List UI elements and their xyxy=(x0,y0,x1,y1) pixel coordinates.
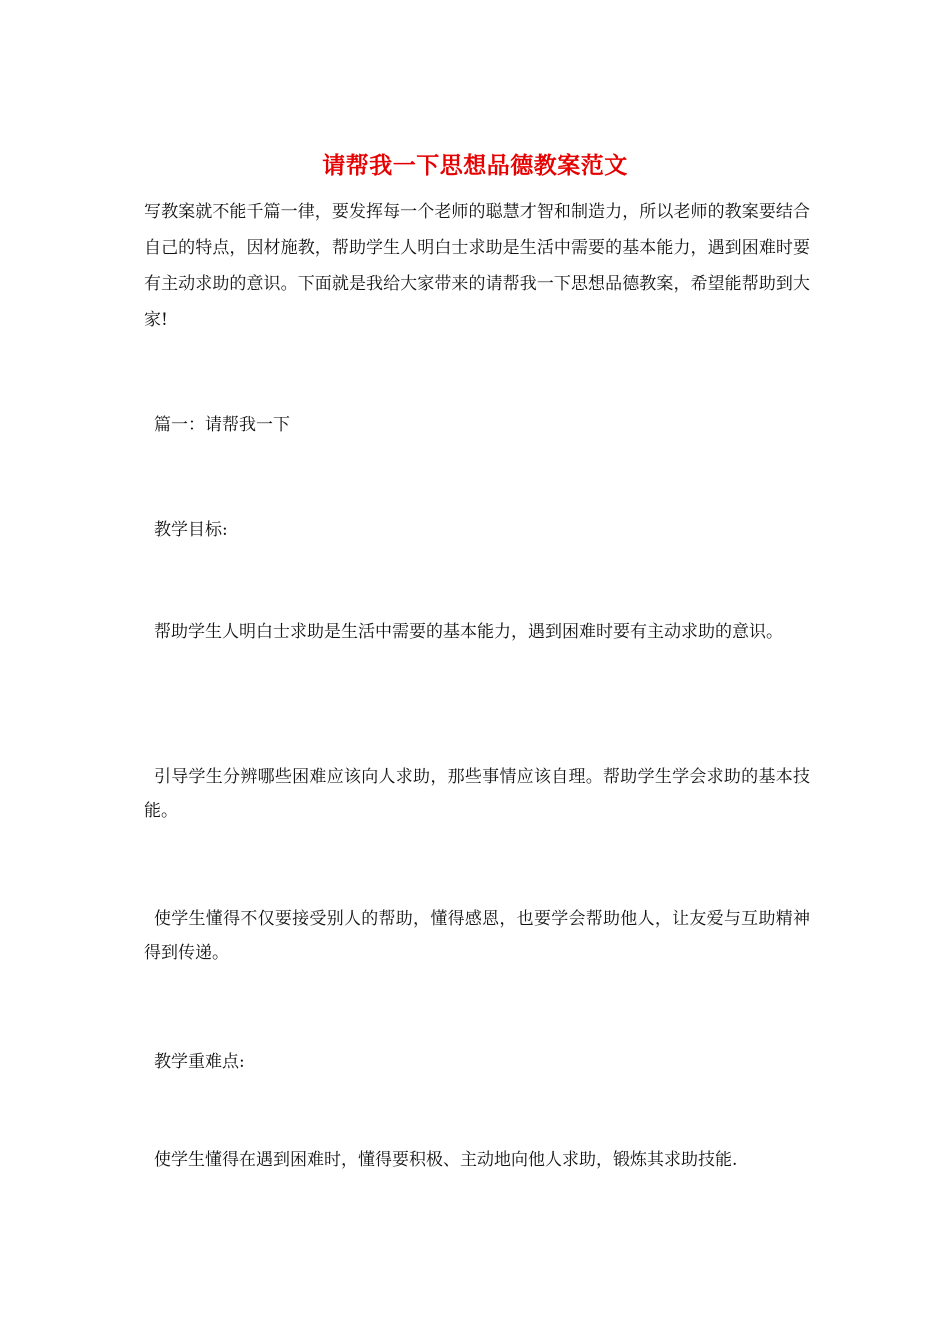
teaching-goal-paragraph: 引导学生分辨哪些困难应该向人求助，那些事情应该自理。帮助学生学会求助的基本技能。 xyxy=(144,767,810,821)
key-difficulty-paragraph: 使学生懂得在遇到困难时，懂得要积极、主动地向他人求助，锻炼其求助技能. xyxy=(154,1150,738,1170)
intro-paragraph: 写教案就不能千篇一律，要发挥每一个老师的聪慧才智和制造力，所以老师的教案要结合自己的特点，因材施教，帮助学生人明白士求助是生活中需要的基本能力，遇到困难时要有主动求助的意识。下面就是我给大家带来的请帮我一下思想品德教案，希望能帮助到大家! xyxy=(144,202,810,330)
section-heading-teaching-goals: 教学目标: xyxy=(154,520,228,540)
document-title: 请帮我一下思想品德教案范文 xyxy=(322,152,628,179)
teaching-goal-paragraph: 使学生懂得不仅要接受别人的帮助，懂得感恩，也要学会帮助他人，让友爱与互助精神得到传递。 xyxy=(144,909,810,963)
teaching-goal-paragraph: 帮助学生人明白士求助是生活中需要的基本能力，遇到困难时要有主动求助的意识。 xyxy=(154,622,783,642)
section-heading-key-difficulties: 教学重难点: xyxy=(154,1052,245,1072)
section-heading-part-one: 篇一：请帮我一下 xyxy=(154,415,290,435)
